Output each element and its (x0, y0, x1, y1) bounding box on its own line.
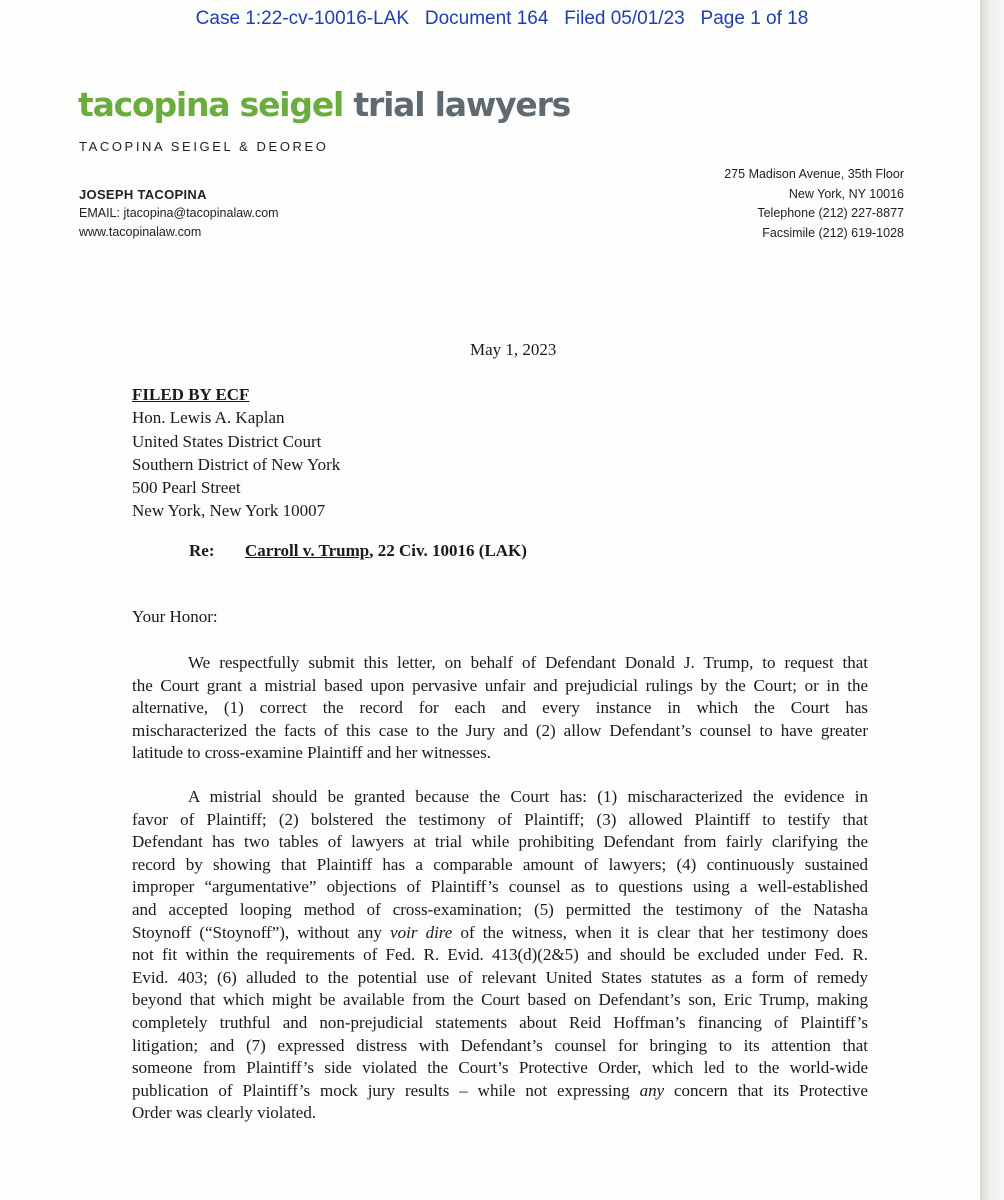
paragraph-1 (132, 652, 868, 765)
attorney-block (79, 185, 279, 242)
firm-address-block (724, 165, 904, 243)
firm-logo-name: tacopina seigel (78, 85, 344, 124)
paragraph-line: the Court grant a mistrial based upon pervasive unfair and prejudicial rulings by the Court; or in the (132, 675, 868, 695)
page-edge-shadow (980, 0, 1004, 1200)
ecf-page-number: Page 1 of 18 (700, 8, 809, 29)
paragraph-line: alternative, (1) correct the record for each and every instance in which the Court has (132, 698, 868, 718)
paragraph-line: A mistrial should be granted because the Court has: (1) mischaracterized the evidence in (188, 787, 868, 806)
re-line (189, 541, 527, 561)
recipient-line: 500 Pearl Street (132, 478, 241, 498)
paragraph-line: latitude to cross-examine Plaintiff and her witnesses. (132, 743, 491, 763)
re-case-name: Carroll v. Trump (245, 541, 370, 560)
recipient-line: New York, New York 10007 (132, 501, 326, 521)
attorney-email: EMAIL: jtacopina@tacopinalaw.com (79, 206, 279, 220)
paragraph-line: publication of Plaintiff’s mock jury results – while not expressing any concern that its Protective (132, 1080, 868, 1100)
ecf-document-number: Document 164 (424, 8, 549, 29)
paragraph-line: We respectfully submit this letter, on behalf of Defendant Donald J. Trump, to request that (188, 653, 868, 672)
recipient-block (132, 383, 340, 523)
paragraph-line: someone from Plaintiff’s side violated the Court’s Protective Order, which led to the world-wide (132, 1058, 868, 1078)
firm-logo-tagline: trial lawyers (353, 85, 571, 124)
attorney-website: www.tacopinalaw.com (79, 225, 202, 239)
salutation: Your Honor: (132, 607, 218, 626)
re-case-number: , 22 Civ. 10016 (LAK) (369, 541, 527, 560)
paragraph-line: Evid. 403; (6) alluded to the potential use of relevant United States statutes as a form of remedy (132, 967, 868, 987)
address-city: New York, NY 10016 (788, 186, 904, 201)
paragraph-line: Order was clearly violated. (132, 1103, 317, 1123)
attorney-name: JOSEPH TACOPINA (79, 187, 207, 202)
address-telephone: Telephone (212) 227-8877 (757, 206, 904, 220)
paragraph-line: record by showing that Plaintiff has a comparable amount of lawyers; (4) continuously sustained (132, 854, 868, 874)
paragraph-line: and accepted looping method of cross-examination; (5) permitted the testimony of the Natasha (132, 899, 868, 919)
paragraph-line: improper “argumentative” objections of Plaintiff’s counsel as to questions using a well-established (132, 877, 868, 897)
ecf-case-number: Case 1:22-cv-10016-LAK (195, 8, 410, 29)
paragraph-line: litigation; and (7) expressed distress with Defendant’s counsel for bringing to its attention that (132, 1035, 868, 1055)
paragraph-line: Defendant has two tables of lawyers at trial while prohibiting Defendant from fairly clarifying the (132, 832, 868, 852)
paragraph-line: not fit within the requirements of Fed. R. Evid. 413(d)(2&5) and should be excluded under Fed. R. (132, 945, 868, 965)
paragraph-2 (132, 786, 868, 1125)
ecf-filing-header (0, 8, 1004, 30)
paragraph-line: favor of Plaintiff; (2) bolstered the testimony of Plaintiff; (3) allowed Plaintiff to testify that (132, 809, 868, 829)
filed-by-notice: FILED BY ECF (132, 385, 250, 404)
recipient-line: Hon. Lewis A. Kaplan (132, 408, 285, 428)
recipient-line: United States District Court (132, 431, 322, 451)
letter-date: May 1, 2023 (470, 340, 557, 359)
firm-logo (78, 85, 571, 124)
paragraph-line: completely truthful and non-prejudicial statements about Reid Hoffman’s financing of Plaintiff’s (132, 1012, 868, 1032)
recipient-line: Southern District of New York (132, 454, 341, 474)
paragraph-line: Stoynoff (“Stoynoff”), without any voir dire of the witness, when it is clear that her testimony does (132, 922, 868, 942)
paragraph-line: beyond that which might be available from the Court based on Defendant’s son, Eric Trump, making (132, 990, 868, 1010)
paragraph-line: mischaracterized the facts of this case to the Jury and (2) allow Defendant’s counsel to have greater (132, 720, 868, 740)
ecf-filed-date: Filed 05/01/23 (564, 8, 685, 29)
firm-subtitle: TACOPINA SEIGEL & DEOREO (79, 139, 329, 154)
address-street: 275 Madison Avenue, 35th Floor (724, 167, 904, 181)
address-facsimile: Facsimile (212) 619-1028 (762, 225, 904, 240)
re-label: Re: (189, 541, 215, 560)
